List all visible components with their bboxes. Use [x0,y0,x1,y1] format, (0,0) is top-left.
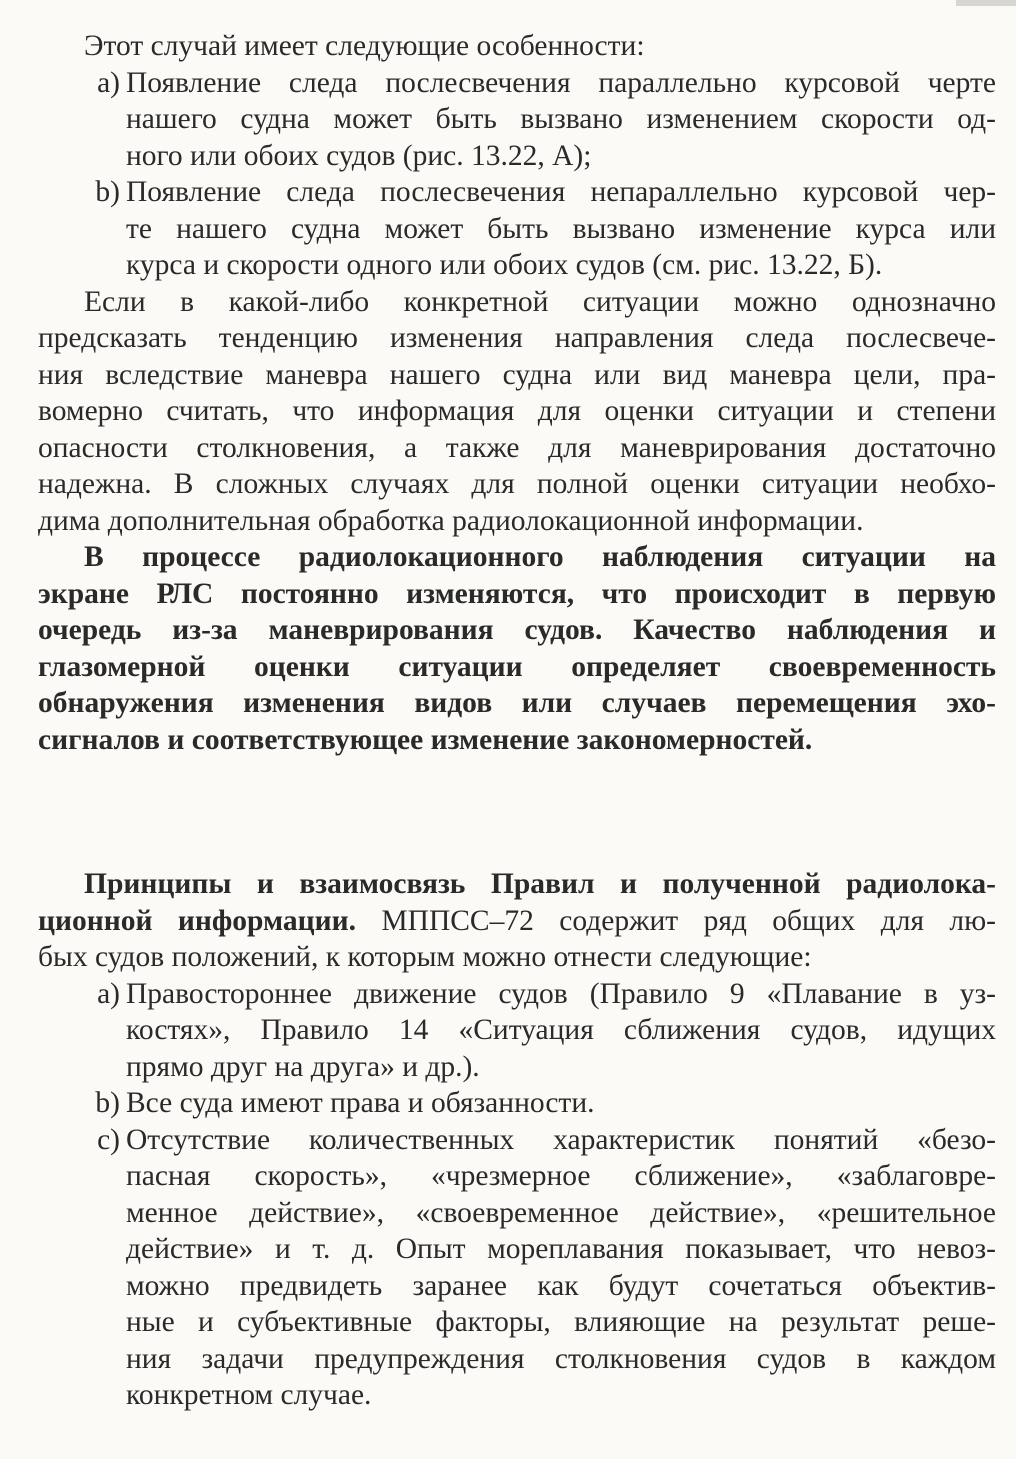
text-line: экране РЛС постоянно изменяются, что происходит в первую [38,577,996,610]
section-heading: Принципы и взаимосвязь Правил и полученной радиолока- [84,868,996,900]
text-line: действие» и т. д. Опыт мореплавания показывает, что невоз- [126,1233,996,1265]
list-item-b [38,174,996,284]
list-item-text [126,976,996,1086]
text-line: Все суда имеют права и обязанности. [126,1087,595,1119]
text-line: бых судов положений, к которым можно отнести следующие: [38,941,812,973]
list-marker: b) [95,176,120,208]
paragraph [38,284,996,540]
list-item-a [38,65,996,175]
bold-paragraph [38,539,996,758]
list-marker: a) [97,977,120,1010]
text-line: конкретном случае. [126,1379,372,1411]
list-item-text [126,174,996,284]
text-line: можно предвидеть заранее как будут сочетаться объектив- [126,1269,996,1302]
text-line: Если в какой-либо конкретной ситуации можно однозначно [84,285,996,318]
text-line: Отсутствие количественных характеристик понятий «безо- [126,1123,996,1156]
text-line: Правостороннее движение судов (Правило 9 «Плавание в уз- [126,977,996,1010]
text-line [38,903,996,940]
text-line: ные и субъективные факторы, влияющие на результат реше- [126,1306,996,1338]
text-line: ния задачи предупреждения столкновения судов в каждом [126,1342,996,1375]
text-line: те нашего судна может быть вызвано изменение курса или [126,212,996,245]
list-marker: c) [97,1123,120,1156]
text-line: надежна. В сложных случаях для полной оценки ситуации необхо- [38,468,996,500]
text-line: дима дополнительная обработка радиолокационной информации. [38,504,864,537]
list-item-c [38,1122,996,1414]
text-line: очередь из-за маневрирования судов. Качество наблюдения и [38,614,996,646]
text-line: глазомерной оценки ситуации определяет своевременность [38,650,996,683]
page-edge-mark [956,0,1016,6]
list-item-text [126,1122,996,1414]
text-line: костях», Правило 14 «Ситуация сближения судов, идущих [126,1014,996,1046]
list-marker: b) [95,1087,120,1119]
text-line: обнаружения изменения видов или случаев перемещения эхо- [38,687,996,719]
list-item-text [126,65,996,175]
text-span: МППСС–72 содержит ряд общих для лю- [356,904,996,937]
text-line: курса и скорости одного или обоих судов (см. рис. 13.22, Б). [126,249,883,281]
spacer [38,758,996,866]
text-line: Появление следа послесвечения параллельно курсовой черте [126,66,996,99]
text-line: сигналов и соответствующее изменение закономерностей. [38,723,813,756]
text-line: ного или обоих судов (рис. 13.22, А); [126,139,592,172]
text-line: нашего судна может быть вызвано изменением скорости од- [126,103,996,135]
section-heading-end: ционной информации. [38,904,357,937]
text-line: прямо друг на друга» и др.). [126,1050,480,1083]
text-line: пасная скорость», «чрезмерное сближение», «заблаговре- [126,1160,996,1192]
text-line: Появление следа послесвечения непараллельно курсовой чер- [126,176,996,208]
document-page [38,28,996,1414]
text-line: предсказать тенденцию изменения направления следа послесвече- [38,322,996,354]
list-item-a [38,976,996,1086]
list-marker: a) [97,66,120,99]
text-line: В процессе радиолокационного наблюдения ситуации на [84,541,996,573]
text-line: опасности столкновения, а также для маневрирования достаточно [38,431,996,464]
section1-intro: Этот случай имеет следующие особенности: [84,30,645,62]
text-line: вомерно считать, что информация для оценки ситуации и степени [38,395,996,427]
section2-heading-paragraph [38,866,996,976]
text-line: ния вследствие маневра нашего судна или вид маневра цели, пра- [38,358,996,391]
text-line: менное действие», «своевременное действие», «решительное [126,1196,996,1229]
list-item-b [38,1085,996,1122]
list-item-text [126,1085,996,1122]
